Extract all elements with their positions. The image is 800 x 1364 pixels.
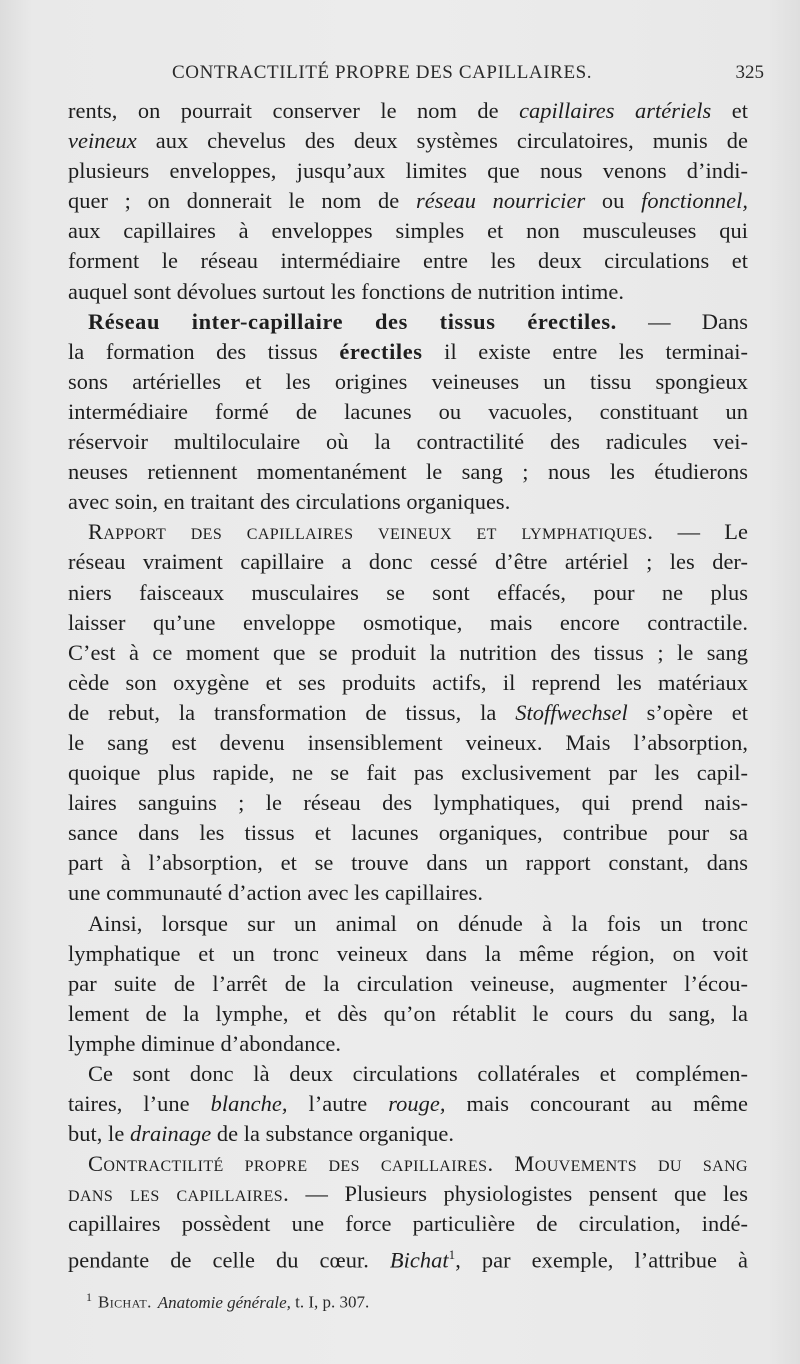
text-line: but, le drainage de la substance organique. bbox=[68, 1121, 455, 1147]
text-line: laisser qu’une enveloppe osmotique, mais encore contractile. bbox=[68, 609, 748, 635]
text-line: dans les capillaires. — Plusieurs physiologistes pensent que les bbox=[68, 1181, 748, 1207]
footnote-author: Bichat. bbox=[98, 1292, 152, 1312]
text-line: la formation des tissus érectiles il existe entre les terminai- bbox=[68, 338, 748, 364]
text-line: quoique plus rapide, ne se fait pas exclusivement par les capil- bbox=[68, 760, 748, 786]
text-line: auquel sont dévolues surtout les fonctions de nutrition intime. bbox=[68, 278, 624, 304]
page-number: 325 bbox=[735, 62, 764, 83]
text-line: capillaires possèdent une force particulière de circulation, indé- bbox=[68, 1211, 748, 1237]
footnote-reference[interactable]: 1 bbox=[448, 1246, 456, 1262]
text-line: niers faisceaux musculaires se sont effacés, pour ne plus bbox=[68, 579, 748, 605]
body-text bbox=[68, 96, 749, 1273]
text-line: veineux aux chevelus des deux systèmes circulatoires, munis de bbox=[68, 128, 748, 154]
text-line: taires, l’une blanche, l’autre rouge, mais concourant au même bbox=[68, 1091, 748, 1117]
text-line: aux capillaires à enveloppes simples et non musculeuses qui bbox=[68, 218, 748, 244]
text-line: intermédiaire formé de lacunes ou vacuoles, constituant un bbox=[68, 398, 748, 424]
footnote bbox=[86, 1290, 369, 1313]
text-line: plusieurs enveloppes, jusqu’aux limites que nous venons d’indi- bbox=[68, 158, 748, 184]
text-line: pendante de celle du cœur. Bichat$^1$, par exemple, l’attribue à bbox=[68, 1246, 748, 1273]
text-line: réseau vraiment capillaire a donc cessé d’être artériel ; les der- bbox=[68, 549, 748, 575]
text-line: part à l’absorption, et se trouve dans un rapport constant, dans bbox=[68, 850, 748, 876]
text-line: lymphatique et un tronc veineux dans la même région, on voit bbox=[68, 940, 748, 966]
text-line: par suite de l’arrêt de la circulation veineuse, augmenter l’écou- bbox=[68, 970, 748, 996]
text-line: le sang est devenu insensiblement veineux. Mais l’absorption, bbox=[68, 729, 748, 755]
footnote-ref: t. I, p. 307. bbox=[290, 1292, 370, 1312]
text-line: une communauté d’action avec les capillaires. bbox=[68, 880, 484, 906]
text-line: laires sanguins ; le réseau des lymphatiques, qui prend nais- bbox=[68, 790, 748, 816]
section-heading-venous-lymphatic: Rapport des capillaires veineux et lymphatiques. — Le bbox=[88, 519, 748, 545]
text-line: réservoir multiloculaire où la contractilité des radicules vei- bbox=[68, 429, 748, 455]
text-line: sons artérielles et les origines veineuses un tissu spongieux bbox=[68, 368, 748, 394]
text-line: cède son oxygène et ses produits actifs, il reprend les matériaux bbox=[68, 669, 748, 695]
footnote-title: Anatomie générale, bbox=[157, 1292, 291, 1312]
section-heading-erectile-tissue: Réseau inter-capillaire des tissus érectiles. — Dans bbox=[88, 308, 748, 334]
text-line: Ainsi, lorsque sur un animal on dénude à la fois un tronc bbox=[88, 910, 748, 936]
running-title: CONTRACTILITÉ PROPRE DES CAPILLAIRES. bbox=[172, 62, 593, 83]
text-line: Ce sont donc là deux circulations collatérales et complémen- bbox=[88, 1061, 748, 1086]
text-line: quer ; on donnerait le nom de réseau nourricier ou fonctionnel, bbox=[68, 188, 749, 214]
text-line: rents, on pourrait conserver le nom de capillaires artériels et bbox=[68, 98, 748, 123]
text-line: lement de la lymphe, et dès qu’on rétablit le cours du sang, la bbox=[68, 1000, 748, 1026]
text-line: forment le réseau intermédiaire entre les deux circulations et bbox=[68, 248, 748, 274]
text-line: avec soin, en traitant des circulations organiques. bbox=[68, 489, 511, 515]
running-head bbox=[0, 62, 800, 92]
footnote-mark: 1 bbox=[86, 1290, 92, 1304]
section-heading-capillary-contractility: Contractilité propre des capillaires. Mouvements du sang bbox=[88, 1151, 748, 1177]
text-line: sance dans les tissus et lacunes organiques, contribue pour sa bbox=[68, 820, 748, 846]
text-line: de rebut, la transformation de tissus, la Stoffwechsel s’opère et bbox=[68, 699, 749, 725]
text-line: lymphe diminue d’abondance. bbox=[68, 1030, 342, 1056]
text-line: C’est à ce moment que se produit la nutrition des tissus ; le sang bbox=[68, 639, 748, 665]
text-line: neuses retiennent momentanément le sang ; nous les étudierons bbox=[68, 459, 748, 485]
